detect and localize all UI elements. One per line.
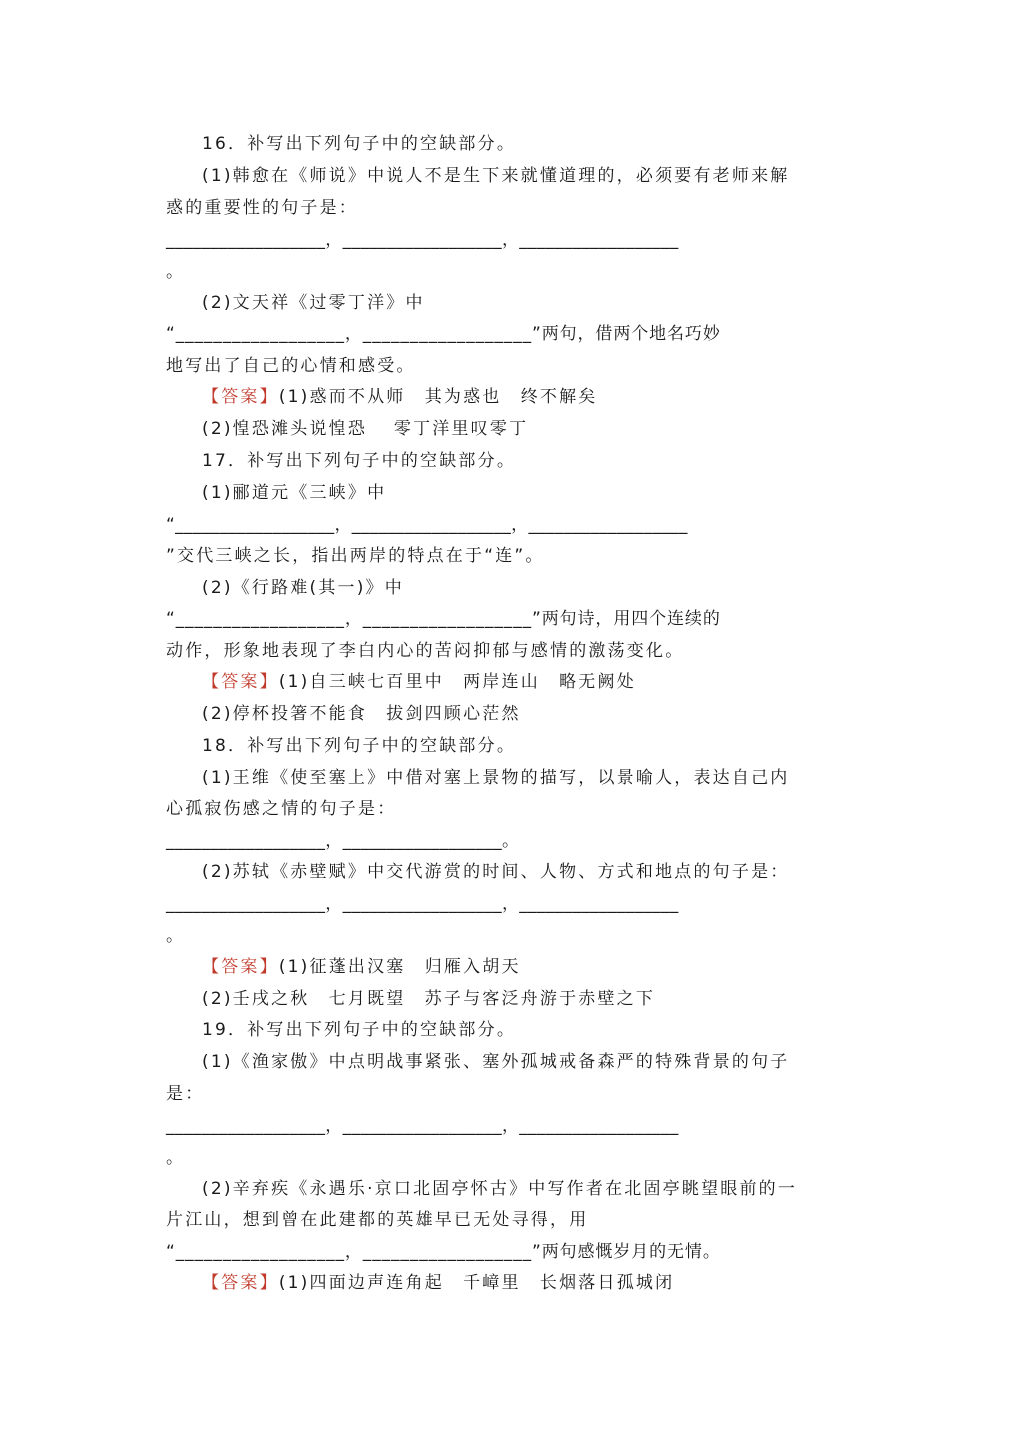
- q19-p1-blanks: __________________，__________________，__________________: [166, 1116, 679, 1136]
- q19-p2-line2: 片江山，想到曾在此建都的英雄早已无处寻得，用: [166, 1210, 589, 1230]
- q16-p1-blanks: __________________，__________________，__________________: [166, 230, 679, 250]
- q16-title: 16．补写出下列句子中的空缺部分。: [202, 134, 517, 154]
- q19-p2-line3: “__________________，__________________”两句感慨岁月的无情。: [166, 1242, 721, 1262]
- answer-tag: 【答案】: [202, 957, 279, 977]
- q17-p1-line1: (1)郦道元《三峡》中: [202, 483, 387, 503]
- q17-p1-line2: “__________________，__________________，__________________: [166, 515, 688, 535]
- q17-p2-line2: “__________________，__________________”两句诗，用四个连续的: [166, 609, 721, 629]
- q17-p1-line3: ”交代三峡之长，指出两岸的特点在于“连”。: [166, 546, 545, 566]
- q18-p1-line1: (1)王维《使至塞上》中借对塞上景物的描写，以景喻人，表达自己内: [202, 768, 790, 788]
- q17-p2-line3: 动作，形象地表现了李白内心的苦闷抑郁与感情的激荡变化。: [166, 641, 685, 661]
- q16-p1-line1: (1)韩愈在《师说》中说人不是生下来就懂道理的，必须要有老师来解: [202, 166, 790, 186]
- q18-p1-blanks: __________________，__________________。: [166, 831, 520, 851]
- q19-title: 19．补写出下列句子中的空缺部分。: [202, 1020, 517, 1040]
- q17-title: 17．补写出下列句子中的空缺部分。: [202, 451, 517, 471]
- q19-p1-end: 。: [166, 1148, 186, 1168]
- q19-p1-line2: 是：: [166, 1084, 205, 1104]
- q18-p2-blanks: __________________，__________________，__________________: [166, 894, 679, 914]
- q18-answer-1: [202, 956, 521, 978]
- q16-p2-line1: (2)文天祥《过零丁洋》中: [202, 293, 425, 313]
- q16-p2-line3: 地写出了自己的心情和感受。: [166, 356, 416, 376]
- answer-tag: 【答案】: [202, 1273, 279, 1293]
- q19-p1-line1: (1)《渔家傲》中点明战事紧张、塞外孤城戒备森严的特殊背景的句子: [202, 1052, 790, 1072]
- q16-answer-1: [202, 386, 598, 408]
- q16-answer-2: (2)惶恐滩头说惶恐 零丁洋里叹零丁: [202, 419, 529, 439]
- q18-p2-line1: (2)苏轼《赤壁赋》中交代游赏的时间、人物、方式和地点的句子是：: [202, 862, 790, 882]
- q19-answer1-text: (1)四面边声连角起 千嶂里 长烟落日孤城闭: [278, 1273, 675, 1293]
- answer-tag: 【答案】: [202, 672, 279, 692]
- q19-answer-1: [202, 1272, 674, 1294]
- q16-p1-line2: 惑的重要性的句子是：: [166, 198, 358, 218]
- q17-answer-2: (2)停杯投箸不能食 拔剑四顾心茫然: [202, 704, 521, 724]
- q17-p2-line1: (2)《行路难(其一)》中: [202, 578, 404, 598]
- q19-p2-line1: (2)辛弃疾《永遇乐·京口北固亭怀古》中写作者在北固亭眺望眼前的一: [202, 1179, 798, 1199]
- q18-p2-end: 。: [166, 926, 186, 946]
- q18-title: 18．补写出下列句子中的空缺部分。: [202, 736, 517, 756]
- q16-answer1-text: (1)惑而不从师 其为惑也 终不解矣: [278, 387, 598, 407]
- q18-p1-line2: 心孤寂伤感之情的句子是：: [166, 799, 397, 819]
- answer-tag: 【答案】: [202, 387, 279, 407]
- q18-answer-2: (2)壬戌之秋 七月既望 苏子与客泛舟游于赤壁之下: [202, 989, 656, 1009]
- q16-p1-end: 。: [166, 262, 186, 282]
- q18-answer1-text: (1)征蓬出汉塞 归雁入胡天: [278, 957, 521, 977]
- q16-p2-line2: “__________________，__________________”两句，借两个地名巧妙: [166, 324, 721, 344]
- q17-answer1-text: (1)自三峡七百里中 两岸连山 略无阙处: [278, 672, 636, 692]
- q17-answer-1: [202, 671, 636, 693]
